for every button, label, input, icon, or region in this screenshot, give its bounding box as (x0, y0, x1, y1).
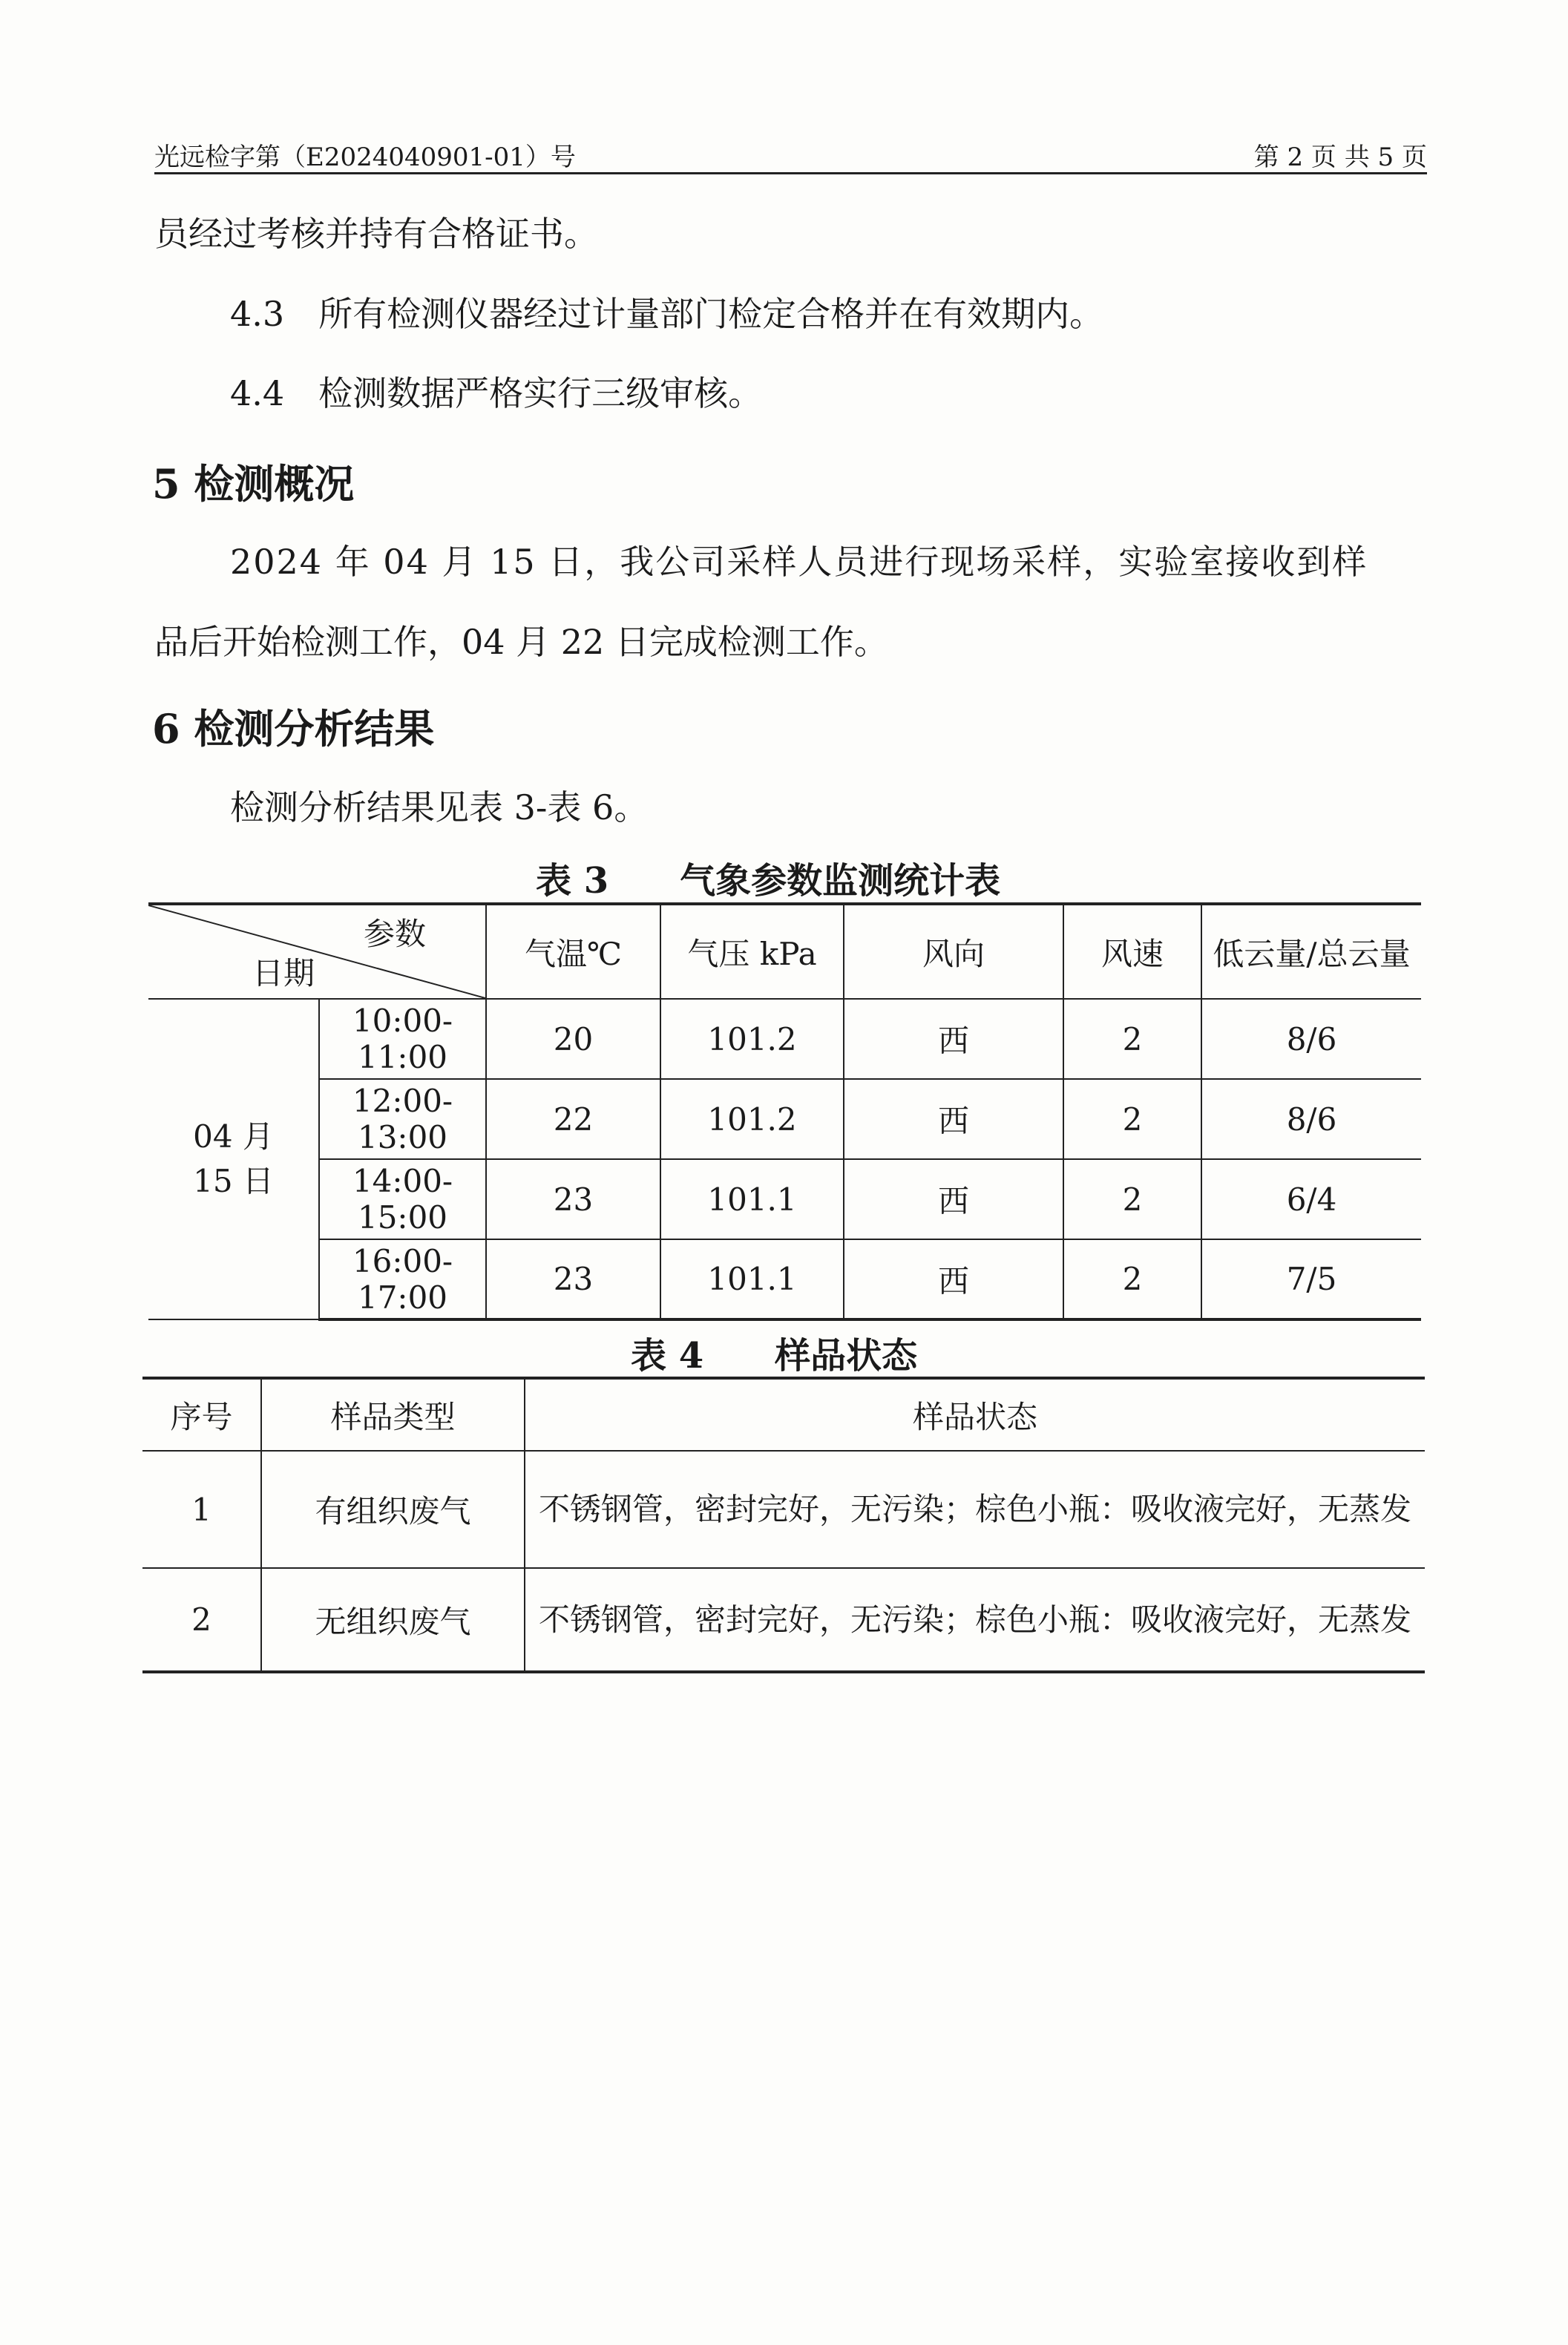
date-cell: 04 月 15 日 (148, 999, 319, 1319)
cloud-cell: 7/5 (1201, 1239, 1421, 1319)
header-pressure: 气压 kPa (660, 904, 844, 999)
cloud-cell: 8/6 (1201, 999, 1421, 1079)
section-5-heading: 5 检测概况 (152, 460, 355, 508)
section-5-paragraph-1: 2024 年 04 月 15 日，我公司采样人员进行现场采样，实验室接收到样 (230, 542, 1368, 582)
pressure-cell: 101.2 (660, 999, 844, 1079)
table-3-corner-cell (148, 904, 486, 999)
speed-cell: 2 (1063, 1079, 1201, 1159)
table-row (148, 999, 1421, 1079)
speed-cell: 2 (1063, 1239, 1201, 1319)
table-row (148, 1159, 1421, 1239)
header-no: 序号 (142, 1378, 261, 1451)
temp-cell: 22 (486, 1079, 660, 1159)
diagonal-line (148, 905, 485, 998)
table-row (142, 1568, 1425, 1672)
type-cell: 无组织废气 (261, 1568, 525, 1672)
temp-cell: 23 (486, 1239, 660, 1319)
table-row (148, 1079, 1421, 1159)
no-cell: 2 (142, 1568, 261, 1672)
direction-cell: 西 (844, 1239, 1063, 1319)
corner-label-date: 日期 (252, 955, 315, 991)
temp-cell: 23 (486, 1159, 660, 1239)
time-cell: 10:00-11:00 (319, 999, 486, 1079)
direction-cell: 西 (844, 1159, 1063, 1239)
status-cell: 不锈钢管，密封完好，无污染；棕色小瓶：吸收液完好，无蒸发 (525, 1568, 1425, 1672)
sample-status-table (142, 1377, 1425, 1673)
header-wind-speed: 风速 (1063, 904, 1201, 999)
table-row (142, 1451, 1425, 1568)
pressure-cell: 101.1 (660, 1159, 844, 1239)
section-6-heading: 6 检测分析结果 (152, 705, 435, 752)
item-4-3: 4.3 所有检测仪器经过计量部门检定合格并在有效期内。 (230, 294, 1104, 334)
section-6-paragraph: 检测分析结果见表 3-表 6。 (230, 787, 649, 827)
speed-cell: 2 (1063, 999, 1201, 1079)
no-cell: 1 (142, 1451, 261, 1568)
header-cloud: 低云量/总云量 (1201, 904, 1421, 999)
header-temp: 气温℃ (486, 904, 660, 999)
pressure-cell: 101.1 (660, 1239, 844, 1319)
direction-cell: 西 (844, 999, 1063, 1079)
cloud-cell: 8/6 (1201, 1079, 1421, 1159)
time-cell: 12:00-13:00 (319, 1079, 486, 1159)
item-4-4: 4.4 检测数据严格实行三级审核。 (230, 373, 763, 413)
pressure-cell: 101.2 (660, 1079, 844, 1159)
header-wind-direction: 风向 (844, 904, 1063, 999)
time-cell: 16:00-17:00 (319, 1239, 486, 1319)
status-cell: 不锈钢管，密封完好，无污染；棕色小瓶：吸收液完好，无蒸发 (525, 1451, 1425, 1568)
page-number: 第 2 页 共 5 页 (1253, 142, 1427, 172)
section-5-paragraph-2: 品后开始检测工作，04 月 22 日完成检测工作。 (154, 622, 888, 662)
table-row (148, 1239, 1421, 1319)
document-number: 光远检字第（E2024040901-01）号 (154, 142, 576, 172)
temp-cell: 20 (486, 999, 660, 1079)
speed-cell: 2 (1063, 1159, 1201, 1239)
time-cell: 14:00-15:00 (319, 1159, 486, 1239)
header-sample-type: 样品类型 (261, 1378, 525, 1451)
direction-cell: 西 (844, 1079, 1063, 1159)
page-header (154, 134, 1427, 174)
table-4-caption: 表 4 样品状态 (631, 1335, 918, 1377)
weather-table (148, 902, 1421, 1321)
paragraph-line: 员经过考核并持有合格证书。 (154, 214, 598, 254)
table-3-caption: 表 3 气象参数监测统计表 (536, 860, 1001, 902)
corner-label-params: 参数 (363, 916, 426, 952)
header-sample-status: 样品状态 (525, 1378, 1425, 1451)
cloud-cell: 6/4 (1201, 1159, 1421, 1239)
type-cell: 有组织废气 (261, 1451, 525, 1568)
